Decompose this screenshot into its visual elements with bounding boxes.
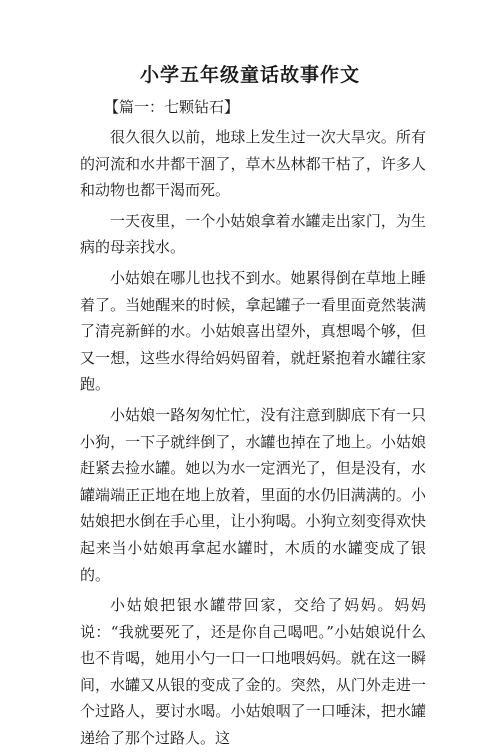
paragraph: 小姑娘把银水罐带回家，交给了妈妈。妈妈说：“我就要死了，还是你自己喝吧。”小姑娘说什么也不肯喝，她用小勺一口一口地喂妈妈。就在这一瞬间，水罐又从银的变成了金的。突然，从门外走进一个过路人，要讨水喝。小姑娘咽了一口唾沫，把水罐递给了那个过路人。这 — [80, 596, 426, 748]
paragraph: 小姑娘一路匆匆忙忙，没有注意到脚底下有一只小狗，一下子就绊倒了，水罐也掉在了地上。小姑娘赶紧去捡水罐。她以为水一定洒光了，但是没有，水罐端端正正地在地上放着，里面的水仍旧满满的。小姑娘把水倒在手心里，让小狗喝。小狗立刻变得欢快起来当小姑娘再拿起水罐时，木质的水罐变成了银的。 — [80, 405, 426, 584]
section-heading: 【篇一：七颗钻石】 — [104, 98, 240, 116]
paragraph: 很久很久以前，地球上发生过一次大旱灾。所有的河流和水井都干涸了，草木丛林都干枯了，许多人和动物也都干渴而死。 — [80, 128, 426, 200]
paragraph: 一天夜里，一个小姑娘拿着水罐走出家门，为生病的母亲找水。 — [80, 211, 426, 257]
paragraph: 小姑娘在哪儿也找不到水。她累得倒在草地上睡着了。当她醒来的时候，拿起罐子一看里面竟然装满了清亮新鲜的水。小姑娘喜出望外，真想喝个够，但又一想，这些水得给妈妈留着，就赶紧抱着水罐往家跑。 — [80, 268, 426, 394]
document-title: 小学五年级童话故事作文 — [139, 64, 360, 86]
story-body — [80, 124, 426, 756]
